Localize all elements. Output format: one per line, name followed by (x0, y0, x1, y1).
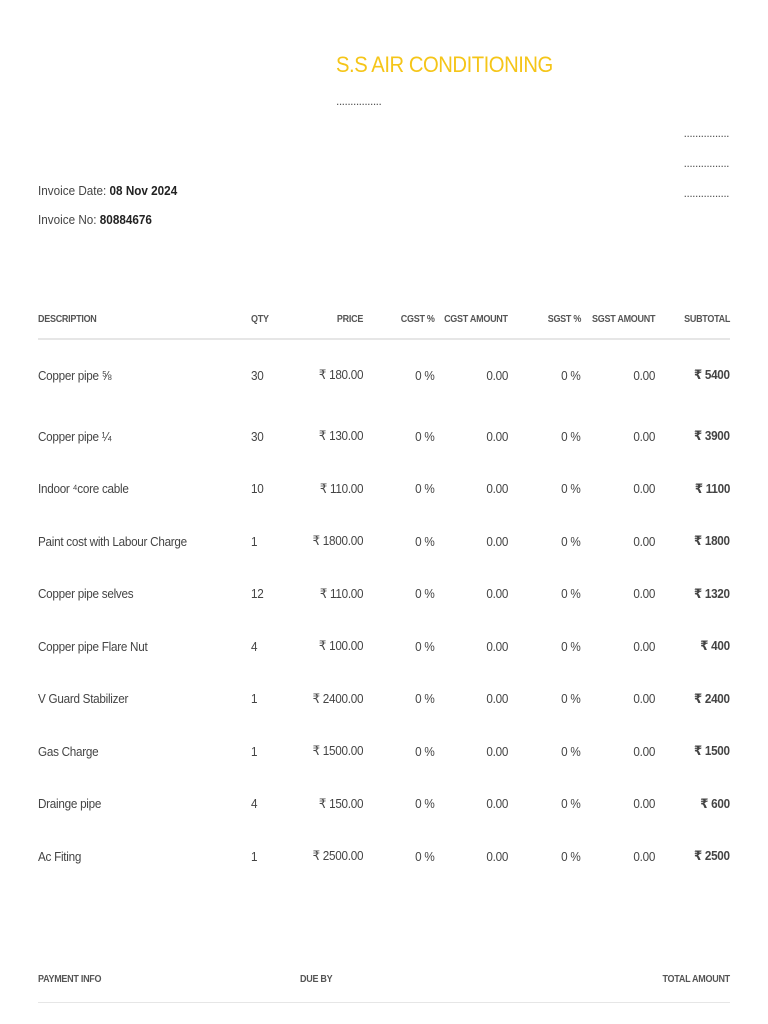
item-sgst-amount: 0.00 (633, 367, 655, 383)
item-subtotal: ₹ 2500 (694, 848, 730, 864)
due-by-label: DUE BY (300, 974, 333, 985)
item-price: ₹ 150.00 (318, 795, 363, 811)
item-cgst-amount: 0.00 (486, 367, 508, 383)
item-subtotal: ₹ 1320 (694, 585, 730, 601)
item-description: Indoor ⁴core cable (38, 481, 129, 497)
header-qty: QTY (251, 314, 291, 339)
invoice-date-label: Invoice Date: (38, 183, 107, 198)
total-amount-label: TOTAL AMOUNT (662, 974, 730, 985)
item-sgst-pct: 0 % (561, 796, 581, 812)
item-qty: 4 (251, 796, 258, 812)
payment-info-label: PAYMENT INFO (38, 974, 102, 985)
item-qty: 10 (251, 481, 264, 497)
item-cgst-pct: 0 % (415, 691, 435, 707)
item-description: V Guard Stabilizer (38, 691, 129, 707)
right-info-placeholder-3: ................ (683, 186, 729, 200)
invoice-date-value: 08 Nov 2024 (109, 183, 178, 198)
item-cgst-amount: 0.00 (486, 691, 508, 707)
item-sgst-pct: 0 % (561, 533, 581, 549)
item-description: Gas Charge (38, 743, 99, 759)
header-cgst-amount: CGST AMOUNT (435, 314, 508, 339)
item-sgst-pct: 0 % (561, 691, 581, 707)
item-sgst-pct: 0 % (561, 367, 581, 383)
item-qty: 4 (251, 638, 258, 654)
item-cgst-amount: 0.00 (486, 533, 508, 549)
item-cgst-pct: 0 % (415, 638, 435, 654)
item-description: Copper pipe ⅝ (38, 367, 112, 383)
item-price: ₹ 1800.00 (312, 533, 363, 549)
item-sgst-pct: 0 % (561, 428, 581, 444)
item-subtotal: ₹ 3900 (694, 428, 730, 444)
table-header-row (38, 314, 730, 339)
item-sgst-pct: 0 % (561, 481, 581, 497)
table-row (38, 463, 730, 516)
item-price: ₹ 100.00 (318, 638, 363, 654)
table-row (38, 568, 730, 621)
item-cgst-amount: 0.00 (486, 848, 508, 864)
item-price: ₹ 1500.00 (312, 743, 363, 759)
table-row (38, 515, 730, 568)
item-sgst-amount: 0.00 (633, 796, 655, 812)
line-items-table (38, 314, 730, 883)
right-info-placeholder-2: ................ (683, 156, 729, 170)
item-description: Copper pipe ¼ (38, 428, 112, 444)
item-cgst-pct: 0 % (415, 428, 435, 444)
company-address-placeholder: ................ (336, 94, 382, 108)
item-cgst-amount: 0.00 (486, 796, 508, 812)
item-qty: 30 (251, 367, 264, 383)
item-sgst-amount: 0.00 (633, 848, 655, 864)
item-cgst-amount: 0.00 (486, 481, 508, 497)
table-row (38, 620, 730, 673)
item-description: Drainge pipe (38, 796, 102, 812)
table-row (38, 725, 730, 778)
invoice-number (38, 212, 152, 227)
table-row (38, 339, 730, 410)
item-sgst-amount: 0.00 (633, 586, 655, 602)
item-cgst-pct: 0 % (415, 796, 435, 812)
company-name: S.S AIR CONDITIONING (336, 52, 553, 77)
item-cgst-pct: 0 % (415, 481, 435, 497)
payment-summary-header (38, 970, 730, 1003)
item-sgst-pct: 0 % (561, 586, 581, 602)
header-price: PRICE (291, 314, 363, 339)
item-description: Copper pipe selves (38, 586, 134, 602)
item-description: Ac Fiting (38, 848, 82, 864)
table-row (38, 410, 730, 463)
item-sgst-amount: 0.00 (633, 428, 655, 444)
item-subtotal: ₹ 600 (700, 795, 730, 811)
item-sgst-amount: 0.00 (633, 743, 655, 759)
invoice-number-value: 80884676 (99, 212, 152, 227)
item-price: ₹ 180.00 (318, 367, 363, 382)
item-qty: 30 (251, 428, 264, 444)
header-sgst-amount: SGST AMOUNT (581, 314, 655, 339)
item-cgst-amount: 0.00 (486, 743, 508, 759)
header-subtotal: SUBTOTAL (655, 314, 730, 339)
item-qty: 1 (251, 743, 258, 759)
item-subtotal: ₹ 2400 (694, 690, 730, 706)
item-description: Paint cost with Labour Charge (38, 533, 187, 549)
table-row (38, 778, 730, 831)
item-qty: 1 (251, 848, 258, 864)
item-cgst-amount: 0.00 (486, 428, 508, 444)
item-price: ₹ 2400.00 (312, 690, 363, 706)
item-qty: 12 (251, 586, 264, 602)
item-sgst-pct: 0 % (561, 743, 581, 759)
header-description: DESCRIPTION (38, 314, 251, 339)
item-sgst-amount: 0.00 (633, 691, 655, 707)
item-qty: 1 (251, 691, 258, 707)
header-sgst-pct: SGST % (508, 314, 581, 339)
item-price: ₹ 110.00 (319, 585, 363, 601)
invoice-date (38, 183, 177, 198)
item-sgst-pct: 0 % (561, 638, 581, 654)
item-sgst-amount: 0.00 (633, 481, 655, 497)
item-subtotal: ₹ 1100 (694, 480, 730, 496)
right-info-placeholder-1: ................ (683, 126, 729, 140)
invoice-number-label: Invoice No: (38, 212, 97, 227)
item-sgst-amount: 0.00 (633, 533, 655, 549)
item-cgst-pct: 0 % (415, 533, 435, 549)
table-row (38, 673, 730, 726)
item-cgst-pct: 0 % (415, 848, 435, 864)
item-sgst-pct: 0 % (561, 848, 581, 864)
item-cgst-pct: 0 % (415, 586, 435, 602)
item-cgst-pct: 0 % (415, 367, 435, 383)
header-cgst-pct: CGST % (363, 314, 435, 339)
item-cgst-pct: 0 % (415, 743, 435, 759)
item-qty: 1 (251, 533, 258, 549)
item-subtotal: ₹ 400 (700, 638, 730, 654)
item-description: Copper pipe Flare Nut (38, 638, 148, 654)
table-row (38, 830, 730, 883)
item-cgst-amount: 0.00 (486, 586, 508, 602)
item-price: ₹ 130.00 (318, 428, 363, 444)
item-subtotal: ₹ 1800 (694, 533, 730, 549)
item-price: ₹ 110.00 (319, 480, 363, 496)
item-subtotal: ₹ 1500 (694, 743, 730, 759)
item-price: ₹ 2500.00 (312, 848, 363, 864)
item-subtotal: ₹ 5400 (694, 367, 730, 382)
item-cgst-amount: 0.00 (486, 638, 508, 654)
item-sgst-amount: 0.00 (633, 638, 655, 654)
